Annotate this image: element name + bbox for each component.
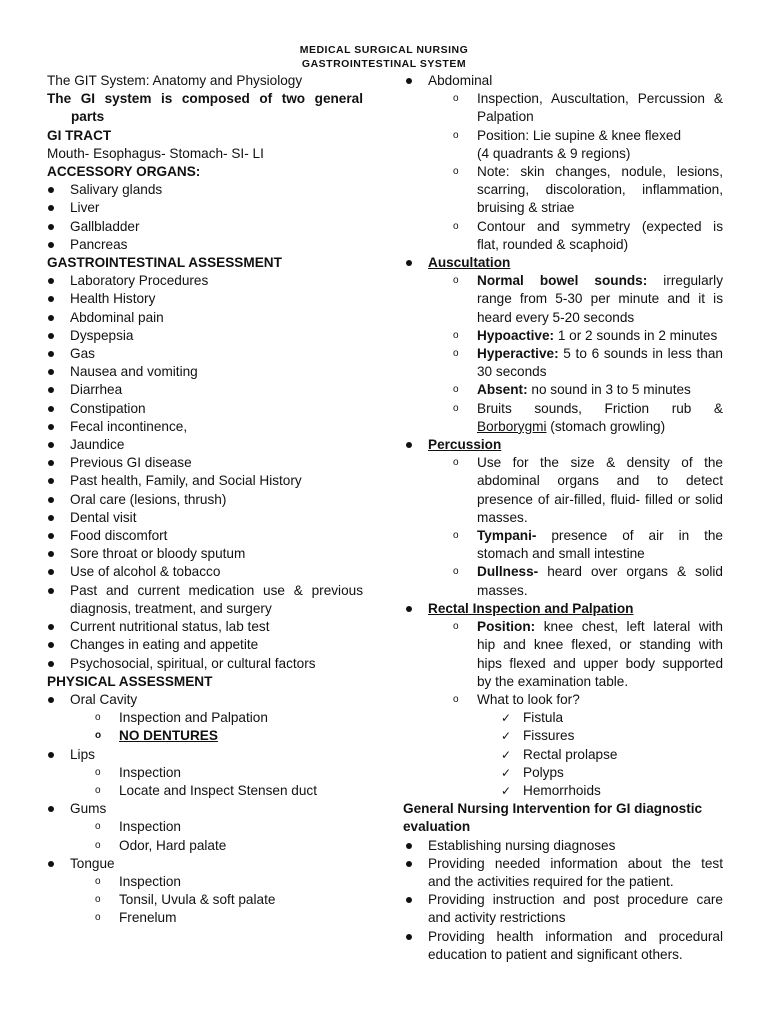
term-label: Tympani-: [477, 528, 537, 544]
term-text: (stomach growling): [546, 418, 666, 434]
list-item: Current nutritional status, lab test: [47, 618, 363, 636]
intro-line: The GIT System: Anatomy and Physiology: [47, 73, 303, 88]
term-label: Hypoactive:: [477, 327, 555, 343]
sub-item: o Tonsil, Uvula & soft palate: [47, 891, 363, 909]
sub-item: o Note: skin changes, nodule, lesions,: [405, 163, 723, 181]
sub-item-continuation: hip and knee flexed, or standing with: [477, 637, 723, 653]
sub-item-continuation: 30 seconds: [477, 364, 547, 380]
sub-item-continuation: heard every 5-20 seconds: [477, 309, 635, 325]
sub-item-tympani: [405, 527, 723, 545]
sub-item-continuation: hips flexed and upper body supported: [477, 655, 723, 671]
list-item-oral-cavity: Oral Cavity: [47, 691, 363, 709]
term-borborygmi: Borborygmi: [477, 418, 547, 434]
list-item: Dyspepsia: [47, 327, 363, 345]
list-item: Previous GI disease: [47, 454, 363, 472]
sub-item-continuation: scarring, discoloration, inflammation,: [477, 182, 723, 198]
gi-tract-path: Mouth- Esophagus- Stomach- SI- LI: [47, 145, 264, 161]
list-item: Establishing nursing diagnoses: [405, 837, 723, 855]
composed-line-2: parts: [71, 109, 105, 125]
list-item-abdominal: Abdominal: [405, 72, 723, 90]
term-text: heard over organs & solid: [538, 564, 723, 580]
list-item: Past and current medication use & previous: [47, 582, 363, 600]
list-item: Psychosocial, spiritual, or cultural factors: [47, 655, 363, 673]
sub-item: o Position: Lie supine & knee flexed: [405, 127, 723, 145]
list-item: Abdominal pain: [47, 309, 363, 327]
list-item-lips: Lips: [47, 746, 363, 764]
list-item-continuation: education to patient and significant others.: [428, 946, 683, 962]
sub-item-no-dentures: o NO DENTURES: [47, 727, 363, 745]
list-item: Fecal incontinence,: [47, 418, 363, 436]
term-text: no sound in 3 to 5 minutes: [527, 382, 691, 398]
sub-item: o Inspection, Auscultation, Percussion &: [405, 90, 723, 108]
document-header: [0, 43, 768, 71]
sub-item-continuation: masses.: [477, 509, 528, 525]
list-item: Providing needed information about the test: [405, 855, 723, 873]
list-item: Past health, Family, and Social History: [47, 472, 363, 490]
sub-item: o Inspection and Palpation: [47, 709, 363, 727]
sub-item: o Inspection: [47, 873, 363, 891]
accessory-heading: ACCESSORY ORGANS:: [47, 164, 201, 180]
percussion-heading: Percussion: [405, 436, 723, 454]
list-item: Health History: [47, 290, 363, 308]
check-item: ✓ Polyps: [405, 764, 723, 782]
sub-item: o Contour and symmetry (expected is: [405, 218, 723, 236]
sub-item-continuation: [405, 418, 723, 436]
gi-tract-heading: GI TRACT: [47, 127, 112, 143]
sub-item-position: [405, 618, 723, 636]
sub-item-continuation: (4 quadrants & 9 regions): [477, 145, 631, 161]
sub-item-normal: [405, 272, 723, 290]
sub-item-hyperactive: [405, 345, 723, 363]
general-heading: General Nursing Intervention for GI diagnostic: [403, 801, 703, 817]
composed-line: The GI system is composed of two general: [47, 91, 363, 107]
list-item-continuation: diagnosis, treatment, and surgery: [70, 600, 272, 616]
sub-item: o Inspection: [47, 818, 363, 836]
sub-item: o Odor, Hard palate: [47, 837, 363, 855]
list-item: Pancreas: [47, 236, 363, 254]
list-item: Food discomfort: [47, 527, 363, 545]
term-text: presence of air in the: [536, 528, 723, 544]
list-item: Diarrhea: [47, 381, 363, 399]
list-item: Liver: [47, 199, 363, 217]
sub-item-bruits: o Bruits sounds, Friction rub &: [405, 400, 723, 418]
term-text: 5 to 6 sounds in less than: [558, 346, 723, 362]
list-item-continuation: and activity restrictions: [428, 910, 566, 926]
list-item: Providing instruction and post procedure care: [405, 891, 723, 909]
check-item: ✓ Rectal prolapse: [405, 746, 723, 764]
term-label: Position:: [477, 619, 536, 635]
list-item: Gallbladder: [47, 218, 363, 236]
sub-item: o Inspection: [47, 764, 363, 782]
check-item: ✓ Hemorrhoids: [405, 782, 723, 800]
rectal-heading: Rectal Inspection and Palpation: [405, 600, 723, 618]
term-label: Normal bowel sounds:: [477, 273, 648, 289]
sub-item-continuation: presence of air-filled, fluid- filled or solid: [477, 491, 723, 507]
sub-item-continuation: abdominal organs and to detect: [477, 473, 723, 489]
list-item: Oral care (lesions, thrush): [47, 491, 363, 509]
list-item: Dental visit: [47, 509, 363, 527]
term-label: Hyperactive:: [477, 346, 559, 362]
list-item: Jaundice: [47, 436, 363, 454]
sub-item-continuation: flat, rounded & scaphoid): [477, 236, 629, 252]
sub-item-continuation: range from 5-30 per minute and it is: [477, 291, 723, 307]
assessment-heading: GASTROINTESTINAL ASSESSMENT: [47, 255, 282, 271]
term-label: Dullness-: [477, 564, 539, 580]
list-item: Salivary glands: [47, 181, 363, 199]
list-item: Providing health information and procedural: [405, 928, 723, 946]
list-item: Laboratory Procedures: [47, 272, 363, 290]
term-text: knee chest, left lateral with: [535, 619, 723, 635]
sub-item-hypoactive: [405, 327, 723, 345]
list-item: Changes in eating and appetite: [47, 636, 363, 654]
list-item: Constipation: [47, 400, 363, 418]
physical-heading: PHYSICAL ASSESSMENT: [47, 673, 213, 689]
sub-item: o Use for the size & density of the: [405, 454, 723, 472]
sub-item-continuation: by the examination table.: [477, 673, 629, 689]
right-column: [405, 72, 723, 964]
term-label: Absent:: [477, 382, 528, 398]
sub-item-absent: [405, 381, 723, 399]
list-item: Use of alcohol & tobacco: [47, 563, 363, 581]
sub-item: o Locate and Inspect Stensen duct: [47, 782, 363, 800]
header-subtitle: GASTROINTESTINAL SYSTEM: [301, 58, 467, 70]
sub-item-continuation: Palpation: [477, 109, 534, 125]
list-item: Gas: [47, 345, 363, 363]
list-item-continuation: and the activities required for the patient.: [428, 873, 674, 889]
sub-item-continuation: stomach and small intestine: [477, 546, 645, 562]
list-item: Nausea and vomiting: [47, 363, 363, 381]
sub-item-look-for: o What to look for?: [405, 691, 723, 709]
sub-item-dullness: [405, 563, 723, 581]
term-text: 1 or 2 sounds in 2 minutes: [554, 327, 718, 343]
list-item-tongue: Tongue: [47, 855, 363, 873]
list-item-gums: Gums: [47, 800, 363, 818]
general-heading-2: evaluation: [403, 819, 471, 835]
left-column: [47, 72, 363, 928]
sub-item-continuation: masses.: [477, 582, 528, 598]
header-title: MEDICAL SURGICAL NURSING: [299, 44, 469, 56]
list-item: Sore throat or bloody sputum: [47, 545, 363, 563]
term-text: irregularly: [647, 273, 723, 289]
sub-item-continuation: bruising & striae: [477, 200, 575, 216]
check-item: ✓ Fistula: [405, 709, 723, 727]
sub-item: o Frenelum: [47, 909, 363, 927]
check-item: ✓ Fissures: [405, 727, 723, 745]
auscultation-heading: Auscultation: [405, 254, 723, 272]
